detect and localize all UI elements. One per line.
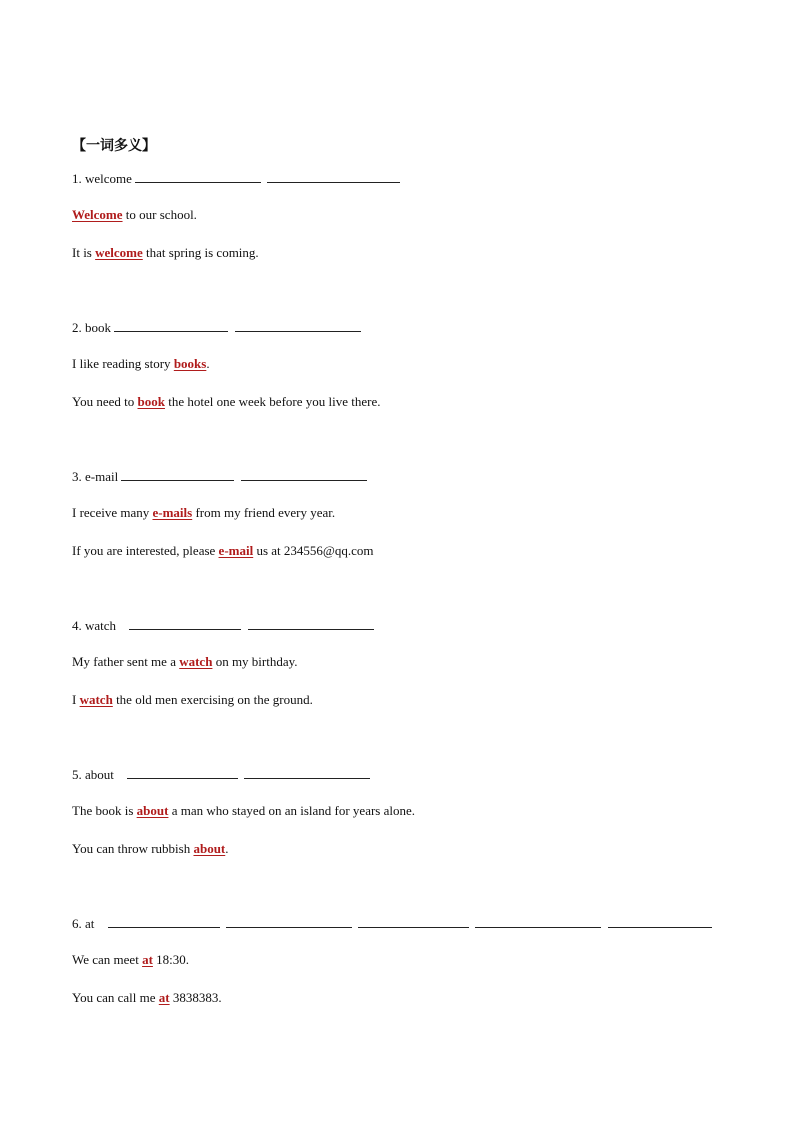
item-label: 4. watch [72,618,117,633]
example-sentence: My father sent me a watch on my birthday. [72,654,298,669]
answer-blank [226,915,352,928]
keyword: about [193,841,226,856]
answer-blank [114,319,228,332]
example-sentence: Welcome to our school. [72,207,197,222]
example-sentence: We can meet at 18:30. [72,952,190,967]
keyword: books [173,356,207,371]
item-2-prompt [72,319,361,336]
answer-blank [129,617,241,630]
answer-blank [248,617,374,630]
answer-blank [608,915,712,928]
keyword: at [142,952,153,967]
answer-blank [267,170,400,183]
answer-blank [235,319,361,332]
example-sentence: If you are interested, please e-mail us at 234556@qq.com [72,543,374,558]
example-sentence: I receive many e-mails from my friend every year. [72,505,336,520]
answer-blank [244,766,370,779]
answer-blank [135,170,261,183]
example-sentence: You can throw rubbish about. [72,841,229,856]
item-label: 2. book [72,320,111,335]
example-sentence: I like reading story books. [72,356,210,371]
keyword: watch [79,692,113,707]
item-label: 3. e-mail [72,469,119,484]
item-label: 1. welcome [72,171,132,186]
item-1-prompt [72,170,400,187]
answer-blank [127,766,238,779]
item-label: 6. at [72,916,95,931]
keyword: e-mail [218,543,254,558]
item-4-prompt [72,617,374,634]
example-sentence: The book is about a man who stayed on an island for years alone. [72,803,415,818]
keyword: book [137,394,165,409]
item-5-prompt [72,766,370,783]
keyword: e-mails [152,505,193,520]
keyword: about [136,803,169,818]
answer-blank [121,468,234,481]
example-sentence: It is welcome that spring is coming. [72,245,259,260]
answer-blank [241,468,367,481]
answer-blank [475,915,601,928]
keyword: watch [179,654,213,669]
item-3-prompt [72,468,367,485]
item-6-prompt [72,915,712,932]
keyword: welcome [95,245,143,260]
example-sentence: You need to book the hotel one week before you live there. [72,394,381,409]
example-sentence: I watch the old men exercising on the ground. [72,692,313,707]
item-label: 5. about [72,767,114,782]
keyword: Welcome [72,207,123,222]
answer-blank [358,915,469,928]
example-sentence: You can call me at 3838383. [72,990,222,1005]
answer-blank [108,915,220,928]
section-heading: 【一词多义】 [72,138,156,154]
keyword: at [158,990,170,1005]
